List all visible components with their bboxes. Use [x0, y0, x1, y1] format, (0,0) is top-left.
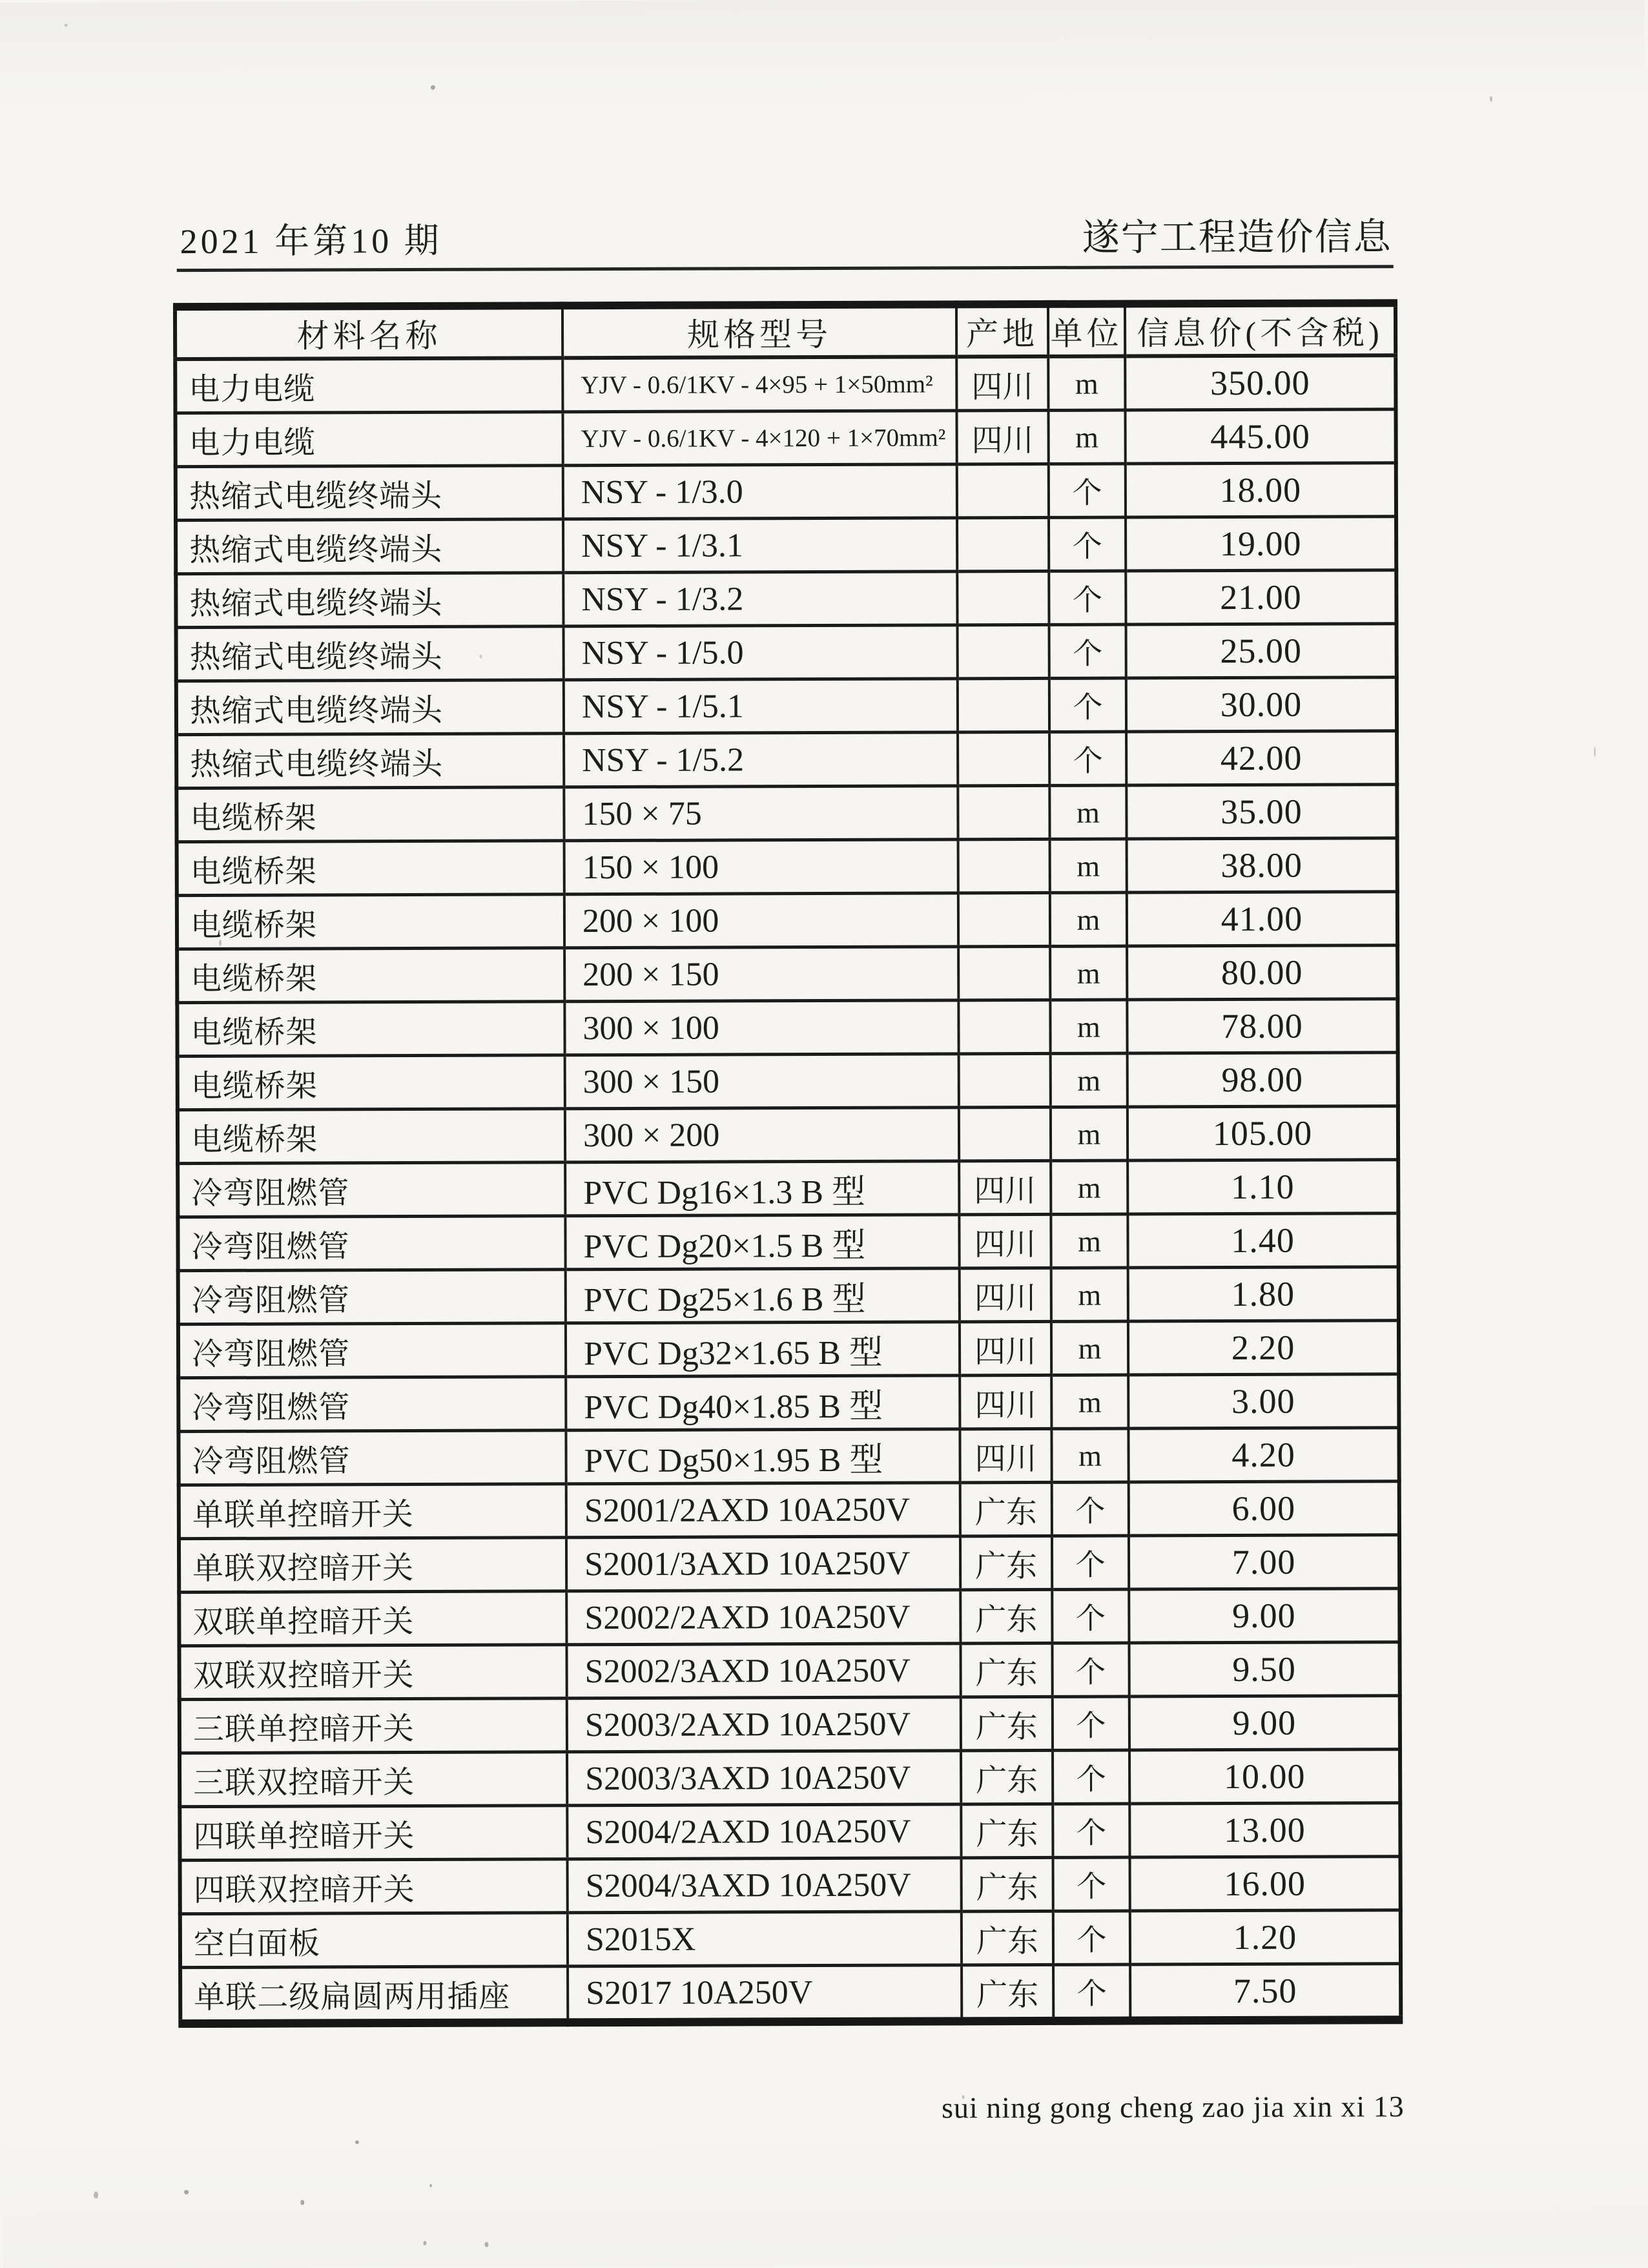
cell-price: 9.50	[1129, 1642, 1399, 1696]
cell-price: 445.00	[1125, 409, 1396, 464]
cell-unit: m	[1048, 356, 1125, 411]
cell-material-name: 电缆桥架	[178, 1055, 565, 1110]
cell-price: 6.00	[1129, 1481, 1399, 1536]
cell-price: 1.80	[1128, 1267, 1399, 1321]
cell-origin	[958, 785, 1049, 839]
cell-spec: PVC Dg20×1.5 B 型	[565, 1215, 959, 1270]
cell-origin: 四川	[960, 1268, 1051, 1321]
cell-material-name: 双联双控暗开关	[179, 1645, 566, 1700]
cell-origin	[958, 892, 1050, 946]
cell-origin: 四川	[959, 1160, 1051, 1214]
cell-spec: S2003/3AXD 10A250V	[567, 1751, 961, 1806]
cell-spec: S2004/2AXD 10A250V	[567, 1804, 961, 1859]
table-row	[180, 1964, 1401, 2024]
cell-spec: S2003/2AXD 10A250V	[567, 1697, 961, 1752]
cell-origin: 四川	[956, 356, 1048, 411]
cell-unit: 个	[1053, 1750, 1129, 1804]
cell-spec: 300 × 100	[564, 1000, 958, 1055]
cell-price: 3.00	[1128, 1374, 1399, 1428]
table-row	[180, 1803, 1400, 1861]
cell-unit: 个	[1052, 1643, 1129, 1696]
cell-price: 105.00	[1128, 1106, 1398, 1160]
scan-speck	[429, 2184, 432, 2187]
cell-price: 7.00	[1129, 1535, 1399, 1589]
cell-origin: 广东	[960, 1482, 1052, 1536]
cell-material-name: 电缆桥架	[177, 841, 564, 896]
header-price: 信息价(不含税)	[1125, 303, 1396, 356]
cell-origin	[958, 839, 1050, 892]
table-row	[177, 945, 1397, 1003]
cell-spec: NSY - 1/3.2	[563, 572, 957, 626]
cell-material-name: 三联双控暗开关	[180, 1752, 567, 1807]
cell-price: 30.00	[1126, 677, 1397, 732]
cell-origin: 四川	[960, 1428, 1051, 1482]
cell-price: 4.20	[1128, 1428, 1399, 1482]
cell-price: 1.40	[1128, 1213, 1398, 1268]
header-spec: 规格型号	[562, 304, 956, 358]
table-row	[179, 1589, 1399, 1646]
cell-spec: S2017 10A250V	[568, 1965, 962, 2023]
cell-origin	[959, 1053, 1051, 1107]
cell-price: 16.00	[1130, 1857, 1401, 1911]
cell-origin: 广东	[961, 1750, 1053, 1804]
scan-speck	[65, 24, 68, 27]
cell-unit: 个	[1052, 1482, 1129, 1536]
cell-unit: 个	[1052, 1536, 1129, 1589]
cell-origin: 广东	[962, 1911, 1053, 1964]
cell-spec: YJV - 0.6/1KV - 4×120 + 1×70mm²	[562, 411, 956, 466]
cell-price: 78.00	[1127, 999, 1397, 1053]
cell-origin: 广东	[960, 1536, 1052, 1589]
cell-spec: S2015X	[568, 1912, 962, 1966]
cell-origin: 广东	[960, 1589, 1052, 1643]
cell-spec: S2002/2AXD 10A250V	[566, 1590, 960, 1645]
price-table	[173, 299, 1403, 2028]
cell-price: 350.00	[1125, 355, 1396, 410]
table-row	[176, 677, 1397, 735]
cell-spec: 200 × 100	[564, 893, 958, 948]
page-header	[180, 206, 1392, 264]
cell-spec: 300 × 150	[565, 1054, 959, 1109]
cell-spec: NSY - 1/5.1	[564, 679, 958, 734]
cell-unit: 个	[1053, 1964, 1130, 2021]
table-row	[177, 999, 1397, 1057]
cell-price: 2.20	[1128, 1321, 1399, 1375]
scan-speck	[431, 85, 435, 90]
cell-origin: 四川	[959, 1214, 1051, 1268]
cell-material-name: 电力电缆	[175, 358, 562, 413]
cell-unit: 个	[1052, 1589, 1129, 1643]
cell-material-name: 单联单控暗开关	[179, 1484, 566, 1539]
cell-material-name: 电缆桥架	[177, 894, 564, 949]
cell-spec: 300 × 200	[565, 1108, 959, 1162]
cell-unit: m	[1049, 785, 1126, 839]
cell-price: 21.00	[1126, 570, 1396, 624]
price-table-body	[175, 355, 1401, 2023]
scan-speck	[1490, 96, 1492, 102]
cell-spec: PVC Dg40×1.85 B 型	[566, 1376, 960, 1430]
table-row	[179, 1481, 1399, 1539]
scan-speck	[94, 2192, 98, 2199]
cell-spec: S2004/3AXD 10A250V	[568, 1858, 962, 1913]
cell-material-name: 电缆桥架	[177, 1002, 564, 1057]
table-row	[175, 355, 1396, 413]
cell-material-name: 电缆桥架	[176, 787, 564, 842]
table-row	[176, 517, 1396, 574]
cell-price: 19.00	[1126, 517, 1396, 571]
table-row	[180, 1696, 1400, 1753]
cell-spec: NSY - 1/5.0	[564, 625, 958, 680]
cell-spec: PVC Dg32×1.65 B 型	[566, 1322, 960, 1377]
cell-spec: 150 × 100	[564, 840, 958, 894]
scan-speck	[355, 2140, 359, 2144]
table-row	[176, 785, 1397, 842]
cell-material-name: 电缆桥架	[178, 1109, 565, 1164]
scan-speck	[300, 2200, 304, 2205]
table-row	[179, 1642, 1399, 1700]
cell-material-name: 空白面板	[180, 1913, 568, 1968]
cell-material-name: 单联双控暗开关	[179, 1538, 566, 1593]
price-table-wrap	[173, 299, 1399, 2028]
table-row	[178, 1160, 1398, 1217]
cell-unit: m	[1051, 1268, 1128, 1321]
cell-material-name: 热缩式电缆终端头	[176, 680, 564, 735]
table-row	[178, 1267, 1399, 1325]
cell-unit: 个	[1053, 1911, 1130, 1964]
cell-origin: 广东	[960, 1643, 1052, 1696]
cell-origin: 广东	[961, 1696, 1053, 1750]
cell-unit: 个	[1049, 517, 1126, 571]
cell-spec: NSY - 1/5.2	[564, 732, 958, 787]
header-unit: 单位	[1048, 304, 1125, 356]
cell-price: 10.00	[1129, 1749, 1400, 1804]
header-divider	[177, 265, 1394, 272]
cell-spec: S2001/2AXD 10A250V	[566, 1483, 960, 1538]
scan-speck	[1594, 747, 1596, 757]
cell-unit: 个	[1049, 571, 1126, 624]
cell-unit: m	[1051, 1375, 1128, 1428]
cell-price: 25.00	[1126, 624, 1397, 678]
cell-origin: 广东	[961, 1804, 1053, 1857]
cell-price: 80.00	[1127, 945, 1397, 1000]
header-material-name: 材料名称	[175, 305, 562, 359]
scan-speck	[184, 2190, 189, 2194]
table-row	[179, 1535, 1399, 1593]
cell-unit: m	[1051, 1214, 1128, 1268]
cell-spec: PVC Dg50×1.95 B 型	[566, 1429, 960, 1484]
cell-unit: m	[1051, 1107, 1128, 1160]
cell-material-name: 电缆桥架	[177, 948, 564, 1003]
cell-origin	[959, 1107, 1051, 1160]
cell-price: 38.00	[1127, 838, 1397, 892]
cell-unit: m	[1050, 892, 1127, 946]
scan-speck	[484, 2242, 488, 2247]
table-row	[176, 731, 1397, 789]
cell-material-name: 热缩式电缆终端头	[176, 626, 564, 681]
table-row	[178, 1053, 1398, 1110]
cell-origin	[958, 678, 1049, 732]
cell-material-name: 冷弯阻燃管	[178, 1216, 565, 1271]
cell-material-name: 热缩式电缆终端头	[176, 466, 563, 521]
cell-spec: YJV - 0.6/1KV - 4×95 + 1×50mm²	[562, 356, 956, 411]
cell-material-name: 热缩式电缆终端头	[176, 573, 563, 628]
cell-material-name: 热缩式电缆终端头	[176, 734, 564, 789]
table-row	[180, 1749, 1400, 1807]
scan-speck	[423, 2241, 426, 2245]
journal-title: 遂宁工程造价信息	[1082, 216, 1392, 259]
cell-origin	[958, 1000, 1050, 1053]
table-row	[175, 409, 1396, 467]
cell-price: 7.50	[1130, 1964, 1401, 2021]
header-origin: 产地	[956, 304, 1048, 356]
cell-spec: NSY - 1/3.0	[563, 464, 957, 519]
table-row	[176, 570, 1396, 628]
cell-material-name: 三联单控暗开关	[180, 1698, 567, 1753]
cell-price: 9.00	[1129, 1696, 1400, 1750]
cell-material-name: 冷弯阻燃管	[178, 1377, 566, 1432]
cell-origin	[957, 464, 1049, 517]
cell-material-name: 四联单控暗开关	[180, 1806, 567, 1861]
table-row	[176, 463, 1396, 521]
cell-spec: S2001/3AXD 10A250V	[566, 1536, 960, 1591]
cell-material-name: 双联单控暗开关	[179, 1591, 566, 1646]
cell-price: 18.00	[1126, 463, 1396, 517]
cell-spec: NSY - 1/3.1	[563, 518, 957, 573]
table-row	[178, 1106, 1398, 1164]
cell-origin: 广东	[962, 1857, 1053, 1911]
cell-price: 9.00	[1129, 1589, 1399, 1643]
cell-price: 13.00	[1129, 1803, 1400, 1857]
cell-material-name: 电力电缆	[175, 412, 562, 467]
table-row	[178, 1321, 1399, 1378]
table-row	[176, 624, 1397, 681]
cell-unit: m	[1051, 1053, 1128, 1107]
cell-unit: 个	[1049, 678, 1126, 732]
cell-unit: 个	[1049, 624, 1126, 678]
cell-spec: PVC Dg25×1.6 B 型	[566, 1268, 960, 1323]
cell-material-name: 单联二级扁圆两用插座	[180, 1966, 568, 2024]
cell-unit: 个	[1053, 1804, 1129, 1857]
cell-unit: 个	[1049, 732, 1126, 785]
scan-speck	[480, 655, 482, 659]
cell-unit: m	[1051, 1428, 1128, 1482]
cell-price: 1.20	[1130, 1910, 1401, 1964]
cell-unit: m	[1051, 1160, 1128, 1214]
cell-price: 41.00	[1127, 892, 1397, 946]
cell-unit: m	[1050, 839, 1127, 892]
cell-unit: m	[1050, 1000, 1127, 1053]
table-row	[178, 1428, 1399, 1485]
cell-origin	[958, 946, 1050, 1000]
price-table-head	[175, 303, 1396, 359]
scan-speck	[962, 2095, 965, 2099]
cell-price: 42.00	[1126, 731, 1397, 785]
cell-unit: 个	[1053, 1857, 1130, 1911]
cell-unit: m	[1048, 410, 1125, 464]
table-row	[178, 1374, 1399, 1432]
cell-unit: 个	[1049, 464, 1126, 517]
cell-price: 35.00	[1126, 785, 1397, 839]
cell-unit: m	[1051, 1321, 1128, 1375]
cell-material-name: 四联双控暗开关	[180, 1859, 568, 1914]
table-row	[178, 1213, 1398, 1271]
page-footer: sui ning gong cheng zao jia xin xi 13	[941, 2090, 1405, 2125]
cell-origin: 四川	[960, 1321, 1051, 1375]
cell-price: 1.10	[1128, 1160, 1398, 1214]
scan-speck	[219, 940, 221, 946]
cell-price: 98.00	[1128, 1053, 1398, 1107]
table-row	[180, 1857, 1401, 1914]
cell-material-name: 热缩式电缆终端头	[176, 519, 563, 574]
cell-unit: 个	[1053, 1696, 1129, 1750]
cell-origin: 四川	[960, 1375, 1051, 1428]
cell-origin: 广东	[962, 1964, 1053, 2021]
cell-origin	[958, 624, 1049, 678]
cell-origin	[957, 571, 1049, 624]
cell-unit: m	[1050, 946, 1127, 1000]
cell-origin	[958, 732, 1049, 785]
cell-material-name: 冷弯阻燃管	[178, 1270, 566, 1325]
table-row	[177, 892, 1397, 949]
cell-origin	[957, 517, 1049, 571]
table-row	[177, 838, 1397, 896]
cell-material-name: 冷弯阻燃管	[178, 1323, 566, 1378]
cell-spec: PVC Dg16×1.3 B 型	[565, 1161, 959, 1216]
cell-spec: 200 × 150	[564, 947, 958, 1002]
cell-material-name: 冷弯阻燃管	[178, 1430, 566, 1485]
cell-origin: 四川	[956, 410, 1048, 464]
cell-material-name: 冷弯阻燃管	[178, 1162, 565, 1217]
table-row	[180, 1910, 1401, 1968]
cell-spec: 150 × 75	[564, 786, 958, 841]
table-header-row	[175, 303, 1396, 359]
issue-label: 2021 年第10 期	[180, 221, 442, 262]
cell-spec: S2002/3AXD 10A250V	[566, 1644, 960, 1698]
